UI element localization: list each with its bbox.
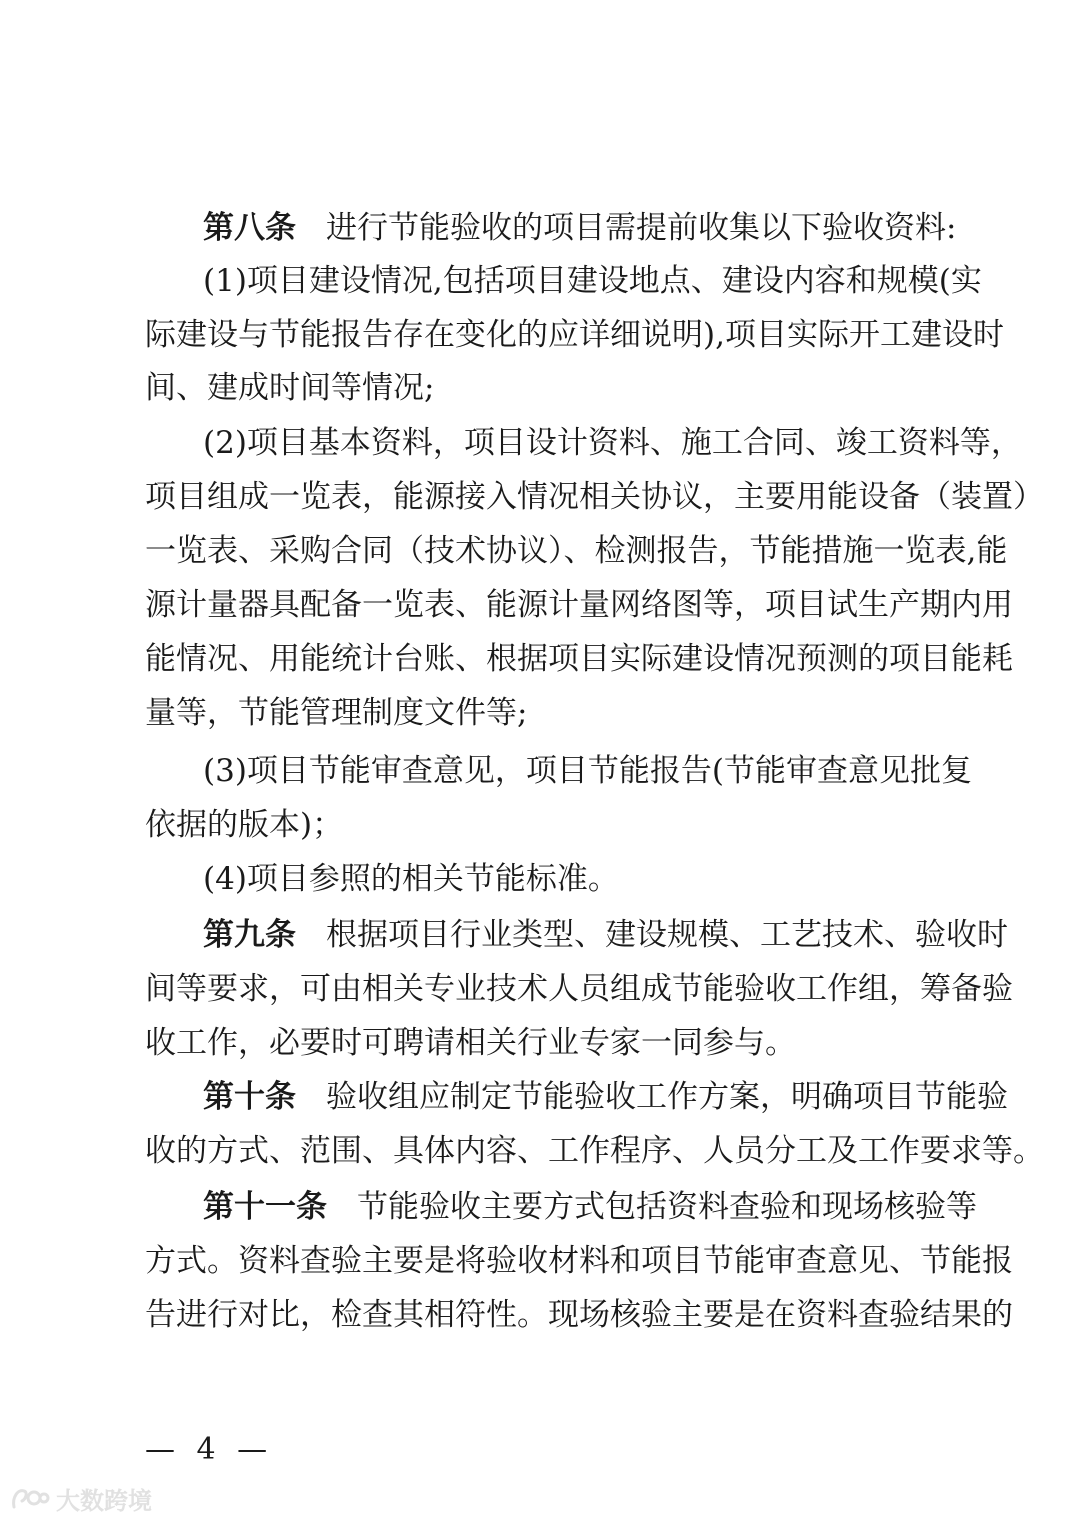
article-11-line-2: 方式。资料查验主要是将验收材料和项目节能审查意见、节能报 bbox=[145, 1243, 1013, 1279]
item-2-line-6: 量等，节能管理制度文件等; bbox=[145, 695, 528, 731]
article-9-heading: 第九条 bbox=[203, 917, 296, 953]
article-8-line-1 bbox=[203, 202, 957, 254]
item-1-line-2: 际建设与节能报告存在变化的应详细说明),项目实际开工建设时 bbox=[145, 317, 1004, 353]
logo-icon bbox=[10, 1483, 50, 1513]
item-1-line-1: (1)项目建设情况,包括项目建设地点、建设内容和规模(实 bbox=[203, 263, 982, 299]
article-11-text: 节能验收主要方式包括资料查验和现场核验等 bbox=[357, 1189, 977, 1225]
article-11-line-3: 告进行对比，检查其相符性。现场核验主要是在资料查验结果的 bbox=[145, 1297, 1013, 1333]
item-3-line-1: (3)项目节能审查意见，项目节能报告(节能审查意见批复 bbox=[203, 753, 973, 789]
watermark-text: 大数跨境 bbox=[56, 1486, 152, 1515]
item-2-line-2: 项目组成一览表，能源接入情况相关协议，主要用能设备（装置） bbox=[145, 479, 1044, 515]
item-2-line-1: (2)项目基本资料，项目设计资料、施工合同、竣工资料等， bbox=[203, 425, 1022, 461]
article-10-line-1 bbox=[203, 1071, 1008, 1123]
article-9-line-1 bbox=[203, 909, 1008, 961]
article-10-heading: 第十条 bbox=[203, 1079, 296, 1115]
article-8-text: 进行节能验收的项目需提前收集以下验收资料: bbox=[326, 210, 957, 246]
watermark bbox=[10, 1478, 152, 1518]
article-9-text: 根据项目行业类型、建设规模、工艺技术、验收时 bbox=[326, 917, 1008, 953]
item-2-line-5: 能情况、用能统计台账、根据项目实际建设情况预测的项目能耗 bbox=[145, 641, 1013, 677]
article-11-heading: 第十一条 bbox=[203, 1189, 327, 1225]
article-10-text: 验收组应制定节能验收工作方案，明确项目节能验 bbox=[326, 1079, 1008, 1115]
item-1-line-3: 间、建成时间等情况; bbox=[145, 370, 435, 406]
item-4-line-1: (4)项目参照的相关节能标准。 bbox=[203, 861, 619, 897]
item-2-line-4: 源计量器具配备一览表、能源计量网络图等，项目试生产期内用 bbox=[145, 587, 1013, 623]
item-3-line-2: 依据的版本)； bbox=[145, 807, 344, 843]
item-2-line-3: 一览表、采购合同（技术协议）、检测报告，节能措施一览表,能 bbox=[145, 533, 1008, 569]
article-11-line-1 bbox=[203, 1181, 977, 1233]
article-9-line-3: 收工作，必要时可聘请相关行业专家一同参与。 bbox=[145, 1025, 796, 1061]
article-8-heading: 第八条 bbox=[203, 210, 296, 246]
article-9-line-2: 间等要求，可由相关专业技术人员组成节能验收工作组，筹备验 bbox=[145, 971, 1013, 1007]
page-number: — 4 — bbox=[145, 1432, 274, 1467]
article-10-line-2: 收的方式、范围、具体内容、工作程序、人员分工及工作要求等。 bbox=[145, 1133, 1044, 1169]
